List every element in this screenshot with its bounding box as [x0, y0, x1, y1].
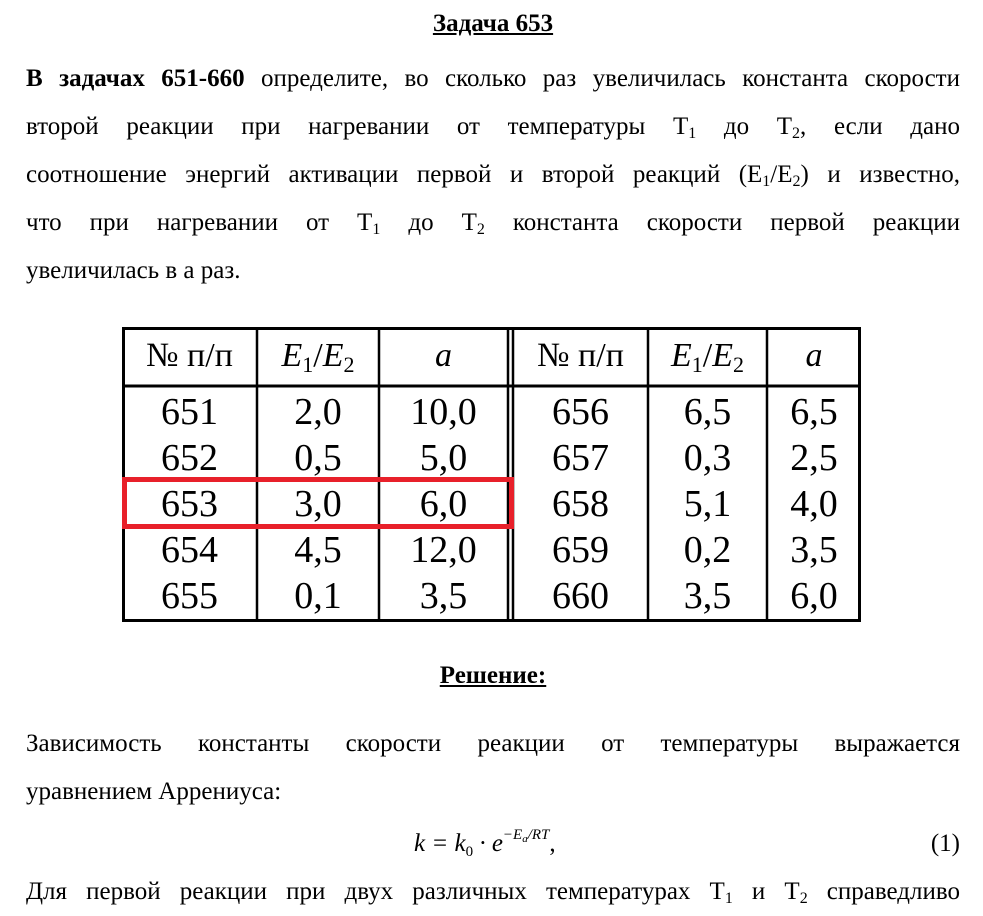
table-cell: 3,5 — [419, 575, 468, 617]
statement-line-5: увеличилась в a раз. — [26, 257, 241, 284]
table-cell: 0,2 — [683, 529, 732, 571]
bold-intro: В задачах 651-660 — [26, 65, 245, 92]
equation-number: (1) — [930, 830, 960, 857]
statement-line-4: что при нагревании от $T_1$ до $T_2$ константа скорости первой реакции — [26, 209, 960, 238]
table-cell: 0,1 — [294, 575, 342, 617]
solution-text — [26, 720, 960, 816]
table-cell: 6,5 — [683, 391, 732, 433]
statement-line-3: соотношение энергий активации первой и второй реакций $(E_1/E_2)$ и известно, — [26, 161, 960, 190]
table-cell: 6,0 — [419, 483, 468, 525]
table-cell: 660 — [552, 575, 609, 617]
table-cell: 0,3 — [683, 437, 732, 479]
table-cell: 2,0 — [294, 391, 342, 433]
statement-line-2: второй реакции при нагревании от температуры $T_1$ до $T_2$, если дано — [26, 113, 960, 142]
table-cell: 3,5 — [683, 575, 732, 617]
table-cell: 655 — [161, 575, 218, 617]
table-cell: 652 — [161, 437, 218, 479]
table-cell: 0,5 — [294, 437, 342, 479]
solution-title: Решение: — [439, 662, 547, 689]
table-cell: 4,5 — [294, 529, 342, 571]
table-cell: 10,0 — [410, 391, 477, 433]
table-cell: 3,5 — [790, 529, 838, 571]
header-ratio-left: $E_1/E_2$ — [281, 337, 355, 377]
solution-line-2: уравнением Аррениуса: — [26, 778, 282, 805]
header-a-left: a — [435, 337, 452, 374]
table-cell: 656 — [552, 391, 609, 433]
table-cell: 5,1 — [683, 483, 732, 525]
problem-statement — [26, 55, 960, 295]
table-cell: 651 — [161, 391, 218, 433]
table-cell: 3,0 — [294, 483, 342, 525]
header-a-right: a — [805, 337, 823, 374]
solution-line-3: Для первой реакции при двух различных температурах $T_1$ и $T_2$ справедливо — [26, 878, 961, 907]
data-table — [122, 327, 861, 622]
table-cell: 658 — [552, 483, 609, 525]
statement-line-1: В задачах 651-660 определите, во сколько раз увеличилась константа скорости — [26, 65, 960, 92]
table-cell: 6,0 — [790, 575, 838, 617]
table-cell: 6,5 — [790, 391, 838, 433]
table-cell: 659 — [552, 529, 609, 571]
arrhenius-formula: $k = k_0 \cdot e^{-E_a/RT}$, — [414, 827, 556, 860]
table-cell: 653 — [161, 483, 218, 525]
problem-title: Задача 653 — [432, 10, 554, 37]
table-cell: 12,0 — [410, 529, 477, 571]
table-cell: 2,5 — [790, 437, 838, 479]
table-cell: 654 — [161, 529, 218, 571]
table-cell: 4,0 — [790, 483, 838, 525]
header-num-left: № п/п — [146, 337, 233, 374]
table-cell: 5,0 — [419, 437, 468, 479]
header-num-right: № п/п — [537, 337, 624, 374]
highlighted-row-box — [122, 477, 514, 529]
header-ratio-right: $E_1/E_2$ — [670, 337, 744, 377]
solution-line-1: Зависимость константы скорости реакции от температуры выражается — [26, 730, 960, 757]
table-cell: 657 — [552, 437, 609, 479]
